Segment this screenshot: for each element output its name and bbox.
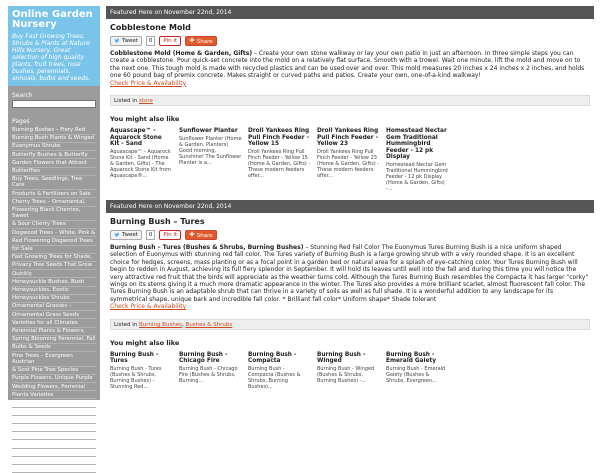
sidebar-page-link[interactable]: Garden Flowers that Attract	[12, 159, 96, 167]
sidebar-page-link[interactable]: Plants Varieties	[12, 391, 96, 399]
twitter-bird-icon	[114, 232, 120, 238]
related-title[interactable]: Burning Bush - Compacta	[248, 352, 311, 365]
related-title[interactable]: Burning Bush - Winged	[317, 352, 380, 365]
post-body	[110, 50, 590, 87]
related-item	[179, 128, 242, 192]
sidebar-page-link[interactable]: Pine Trees – Evergreen Austrian	[12, 352, 96, 366]
category-link[interactable]: Burning Bushes	[139, 322, 182, 328]
share-button[interactable]	[185, 230, 217, 240]
plus-icon	[189, 37, 195, 43]
pages-heading: Pages	[8, 111, 100, 127]
sidebar-page-link[interactable]: Fast Growing Trees for Shade,	[12, 254, 96, 262]
related-excerpt: Aquascape™ - Aquarock Stone Kit - Sand (Home & Garden, Gifts) - The Aquarock Stone Kit from Aquascape®...	[110, 149, 173, 179]
sidebar-page-link[interactable]: Rhododendron Shrubs, Showy	[12, 399, 96, 407]
related-title[interactable]: Droll Yankees Ring Pull Finch Feeder - Yellow 15	[248, 128, 311, 148]
tweet-count: 0	[146, 36, 156, 46]
pin-it-button[interactable]: Pin it	[159, 230, 181, 240]
sidebar-page-link[interactable]: Honeysuckles Shrubs	[12, 295, 96, 303]
related-heading: You might also like	[110, 115, 590, 123]
sidebar-page-link[interactable]: Red Flowering Dogwood Trees	[12, 237, 96, 245]
pages-list	[8, 127, 100, 473]
related-excerpt: Burning Bush - Tures (Bushes & Shrubs, Burning Bushes) - Stunning Red...	[110, 366, 173, 390]
related-item	[110, 352, 173, 390]
related-title[interactable]: Burning Bush - Tures	[110, 352, 173, 365]
sidebar-page-link[interactable]: Spirea Bushes & Shrubs – Buy	[12, 449, 96, 457]
tweet-button[interactable]	[110, 230, 142, 240]
sidebar-page-link[interactable]: Sharon Bushes	[12, 440, 96, 448]
sidebar-page-link[interactable]: Ornamental Grass Seeds	[12, 311, 96, 319]
sidebar-page-link[interactable]: Spring Blooming Perennial, Fall	[12, 336, 96, 344]
sidebar-page-link[interactable]: Bulbs & Seeds	[12, 344, 96, 352]
related-excerpt: Droll Yankees Ring Pull Finch Feeder - Yellow 15 (Home & Garden, Gifts) - These modern feeders offer...	[248, 149, 311, 179]
post-date-bar: Featured Here on November 22nd, 2014	[106, 200, 594, 213]
post-body-text: – Stunning Red Fall Color The Euonymus Tures Burning Bush is a nice uniform shaped selection of Euonymus with stunning red fall color. The Tures variety of Burning Bush is a large growing shrub with a very rounded shape. It is an excellent choice for hedges, screens, mass planting or as a focal point in a garden bed or natural area for a splash of eye-catching color. Your Tures Burning Bush will begin to redden in August, achieving its full fiery splendor in September. It will hold its leaves until well into the fall and during this time you will notice the very attractive red fruit that the birds will appreciate as the weather turns cold. Although the Tures Burning Bush resembles the Compacta it has larger "corky" wings on its stems giving it a much more dramatic appearance in the winter. The Tures also provides a more brilliant scarlet, almost fluorescent fall color. The Tures Burning Bush is an adaptable shrub that can thrive in a variety of soils as well as full shade. It is a wonderful addition to any landscape for its symmetrical shape, unique bark and incredible fall color. * Brilliant fall color* Uniform shape* Shade tolerant	[110, 244, 588, 303]
share-label: Share	[197, 39, 213, 45]
sidebar-page-link[interactable]: Euonymus Shrubs	[12, 143, 96, 151]
related-item	[110, 128, 173, 192]
sidebar-page-link[interactable]: Cherry Trees – Ornamental,	[12, 198, 96, 206]
related-grid	[110, 128, 590, 192]
share-row	[110, 36, 590, 46]
sidebar-page-link[interactable]: Perennial Plants & Flowers,	[12, 328, 96, 336]
post-date-bar: Featured Here on November 22nd, 2014	[106, 6, 594, 19]
sidebar-page-link[interactable]: Rose of Sharon Hibiscus	[12, 424, 96, 432]
sidebar-page-link[interactable]: & Sour Cherry Trees	[12, 221, 96, 229]
related-excerpt: Sunflower Planter (Home & Garden, Planters) Good morning, Sunshine! The Sunflower Planter is a...	[179, 136, 242, 166]
search-label: Search	[8, 88, 100, 100]
plus-icon	[189, 231, 195, 237]
category-link[interactable]: Bushes & Shrubs	[186, 322, 233, 328]
post-title[interactable]: Burning Bush – Tures	[110, 217, 590, 226]
post	[106, 6, 594, 192]
tweet-button[interactable]	[110, 36, 142, 46]
sidebar-page-link[interactable]: Wedding Flowers, Perrenial	[12, 383, 96, 391]
sidebar-page-link[interactable]: Honeysuckles, Exotic	[12, 287, 96, 295]
post-body	[110, 244, 590, 311]
category-link[interactable]: store	[139, 98, 153, 104]
related-title[interactable]: Burning Bush - Emerald Gaiety	[386, 352, 449, 365]
share-label: Share	[197, 233, 213, 239]
related-item	[317, 352, 380, 390]
sidebar-page-link[interactable]: Bridalwreaths, Little Princess	[12, 457, 96, 465]
listed-in-bar: Listed in Burning Bushes, Bushes & Shrubs	[110, 319, 590, 330]
sidebar-page-link[interactable]: Flowering Black Cherries, Sweet	[12, 207, 96, 221]
sidebar-page-link[interactable]: Ornamental Grasses –	[12, 303, 96, 311]
pin-it-button[interactable]: Pin it	[159, 36, 181, 46]
listed-in-label: Listed in	[114, 322, 137, 328]
check-price-link[interactable]: Check Price & Availability	[110, 80, 186, 87]
post-body-lead: Burning Bush – Tures (Bushes & Shrubs, Burning Bushes)	[110, 244, 303, 251]
sidebar-page-link[interactable]: Quickly	[12, 270, 96, 278]
listed-in-label: Listed in	[114, 98, 137, 104]
related-excerpt: Burning Bush - Emerald Gaiety (Bushes & Shrubs, Evergreen...	[386, 366, 449, 384]
related-excerpt: Homestead Nectar Gem Traditional Hummingbird Feeder - 12 pk Display (Home & Garden, Gifts) -...	[386, 162, 449, 192]
site-header	[8, 6, 100, 86]
sidebar-page-link[interactable]: & Scot Pine Tree Species	[12, 367, 96, 375]
sidebar-page-link[interactable]: Flowering Shrubs, Buy Rose of	[12, 432, 96, 440]
twitter-bird-icon	[114, 38, 120, 44]
post-body-text: – Create your own stone walkway or lay your own patio in just an afternoon. In three simple steps you can create a cobblestone. Pour quick-set concrete into the mold on a relatively flat surface. Smooth with a trowel. Wait one minute, lift the mold and move on to the next one. This tough mold is made with recycled plastics and can be used over and over. This mold measures 20 inches x 24 inches x 2 inches, and holds one 60 pound bag of premix concrete. Makes straight or curved paths and patios. Create your own, one-of-a-kind walkway!	[110, 50, 584, 79]
related-excerpt: Burning Bush - Chicago Fire (Bushes & Shrubs, Burning...	[179, 366, 242, 384]
sidebar-page-link[interactable]: Varieties for all Climates	[12, 319, 96, 327]
sidebar-page-link[interactable]: for Sale	[12, 246, 96, 254]
sidebar-page-link[interactable]: Butterflies	[12, 168, 96, 176]
sidebar-page-link[interactable]: Butterfly Bushes & Butterfly	[12, 151, 96, 159]
related-item	[386, 352, 449, 390]
related-title[interactable]: Droll Yankees Ring Pull Finch Feeder - Yellow 23	[317, 128, 380, 148]
sidebar	[8, 6, 100, 400]
related-excerpt: Burning Bush - Winged (Bushes & Shrubs, Burning Bushes) -...	[317, 366, 380, 384]
sidebar-page-link[interactable]: Privacy Tree Seeds That Grow	[12, 262, 96, 270]
sidebar-page-link[interactable]: Spirea for Sale	[12, 465, 96, 473]
related-title[interactable]: Homestead Nectar Gem Traditional Hummingbird Feeder - 12 pk Display	[386, 128, 449, 161]
related-item	[248, 352, 311, 390]
related-heading: You might also like	[110, 339, 590, 347]
related-item	[248, 128, 311, 192]
post	[106, 200, 594, 390]
tweet-label: Tweet	[122, 37, 138, 45]
sidebar-page-link[interactable]: Honeysuckle Bushes, Bush	[12, 278, 96, 286]
related-item	[179, 352, 242, 390]
site-title[interactable]: Online Garden Nursery	[12, 10, 96, 30]
related-item	[386, 128, 449, 192]
tweet-count: 0	[146, 230, 156, 240]
main-content	[106, 6, 594, 398]
post-body-lead: Cobblestone Mold (Home & Garden, Gifts)	[110, 50, 252, 57]
related-title[interactable]: Sunflower Planter	[179, 128, 242, 135]
related-excerpt: Burning Bush - Compacta (Bushes & Shrubs, Burning Bushes)...	[248, 366, 311, 390]
tweet-label: Tweet	[122, 231, 138, 239]
post-title[interactable]: Cobblestone Mold	[110, 23, 590, 32]
sidebar-page-link[interactable]: Purple Flowers, Unique Purple	[12, 375, 96, 383]
related-item	[317, 128, 380, 192]
sidebar-page-link[interactable]: Buy Trees, Seedlings, Tree Care	[12, 176, 96, 190]
site-description: Buy Fast Growing Trees, Shrubs & Plants at Nature Hills Nursery. Great selection of high quality plants, fruit trees, rose bushes, perennials, annuals, bulbs and seeds.	[12, 33, 96, 82]
related-excerpt: Droll Yankees Ring Pull Finch Feeder - Yellow 23 (Home & Garden, Gifts) - These modern feeders offer...	[317, 149, 380, 179]
share-row	[110, 230, 590, 240]
sidebar-page-link[interactable]: Flowering Bushes –	[12, 408, 96, 416]
related-title[interactable]: Burning Bush - Chicago Fire	[179, 352, 242, 365]
sidebar-page-link[interactable]: Burning Bush Plants & Winged	[12, 135, 96, 143]
sidebar-page-link[interactable]: Rhododendrons For Sale	[12, 416, 96, 424]
sidebar-page-link[interactable]: Burning Bushes – Fiery Red	[12, 127, 96, 135]
related-grid	[110, 352, 590, 390]
check-price-link[interactable]: Check Price & Availability	[110, 303, 186, 310]
listed-in-bar	[110, 95, 590, 106]
related-title[interactable]: Aquascape™ - Aquarock Stone Kit - Sand	[110, 128, 173, 148]
sidebar-page-link[interactable]: Dogwood Trees – White, Pink &	[12, 229, 96, 237]
search-input[interactable]	[12, 100, 96, 108]
sidebar-page-link[interactable]: Products & Fertilizers on Sale	[12, 190, 96, 198]
share-button[interactable]	[185, 36, 217, 46]
